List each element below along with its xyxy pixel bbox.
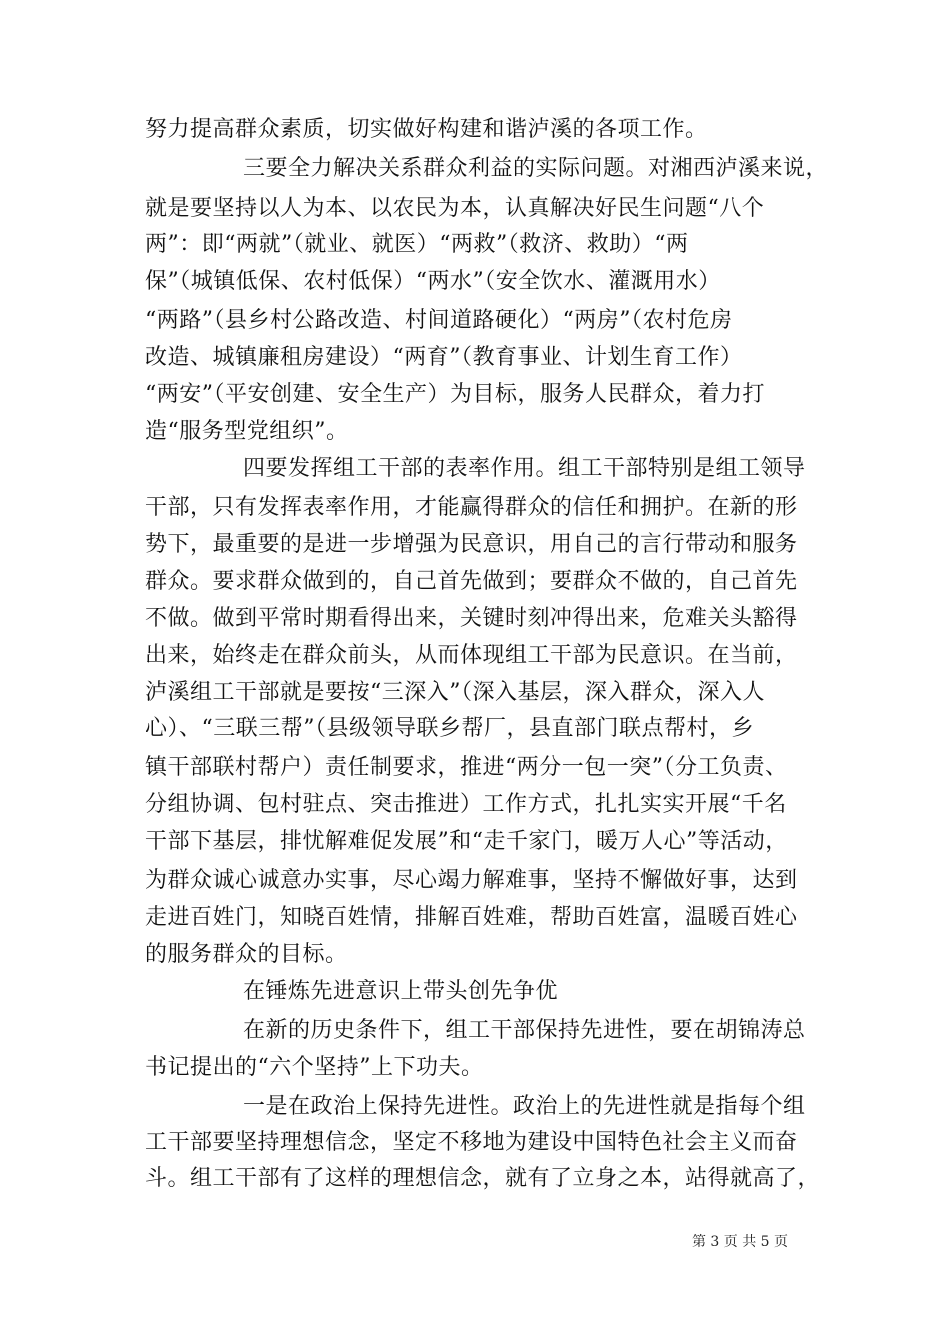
text-line: 一是在政治上保持先进性。政治上的先进性就是指每个组 <box>243 1094 806 1119</box>
text-line: 势下，最重要的是进一步增强为民意识，用自己的言行带动和服务 <box>145 532 798 557</box>
text-line: 泸溪组工干部就是要按“三深入”（深入基层，深入群众，深入人 <box>145 680 765 705</box>
text-line: 努力提高群众素质，切实做好构建和谐泸溪的各项工作。 <box>145 117 708 142</box>
page-number: 第 3 页 共 5 页 <box>691 1234 789 1250</box>
text-line: 走进百姓门，知晓百姓情，排解百姓难，帮助百姓富，温暖百姓心 <box>145 905 798 930</box>
page-footer <box>0 1233 950 1251</box>
text-line: 造“服务型党组织”。 <box>145 419 349 444</box>
text-line: 镇干部联村帮户）责任制要求，推进“两分一包一突”（分工负责、 <box>145 755 788 780</box>
text-line: “两路”（县乡村公路改造、村间道路硬化）“两房”（农村危房 <box>145 308 733 333</box>
text-line: 就是要坚持以人为本、以农民为本，认真解决好民生问题“八个 <box>145 196 765 221</box>
text-line: 在锤炼先进意识上带头创先争优 <box>243 979 559 1004</box>
text-line: 书记提出的“六个坚持”上下功夫。 <box>145 1055 484 1080</box>
text-line: 为群众诚心诚意办实事，尽心竭力解难事，坚持不懈做好事，达到 <box>145 868 798 893</box>
text-line: 在新的历史条件下，组工干部保持先进性，要在胡锦涛总 <box>243 1018 806 1043</box>
text-line: 心）、“三联三帮”（县级领导联乡帮厂，县直部门联点帮村，乡 <box>145 716 754 741</box>
text-line: 保”（城镇低保、农村低保）“两水”（安全饮水、灌溉用水） <box>145 269 721 294</box>
text-line: 四要发挥组工干部的表率作用。组工干部特别是组工领导 <box>243 456 806 481</box>
text-line: “两安”（平安创建、安全生产）为目标，服务人民群众，着力打 <box>145 382 765 407</box>
text-line: 群众。要求群众做到的，自己首先做到；要群众不做的，自己首先 <box>145 569 798 594</box>
text-line: 干部，只有发挥表率作用，才能赢得群众的信任和拥护。在新的形 <box>145 495 798 520</box>
text-line: 出来，始终走在群众前头，从而体现组工干部为民意识。在当前， <box>145 643 798 668</box>
text-line: 干部下基层，排忧解难促发展”和“走千家门，暖万人心”等活动， <box>145 829 788 854</box>
text-line: 三要全力解决关系群众利益的实际问题。对湘西泸溪来说， <box>243 156 829 181</box>
text-line: 两”：即“两就”（就业、就医）“两救”（救济、救助）“两 <box>145 232 689 257</box>
text-line: 的服务群众的目标。 <box>145 942 348 967</box>
text-line: 分组协调、包村驻点、突击推进）工作方式，扎扎实实开展“千名 <box>145 792 787 817</box>
text-line: 斗。组工干部有了这样的理想信念，就有了立身之本，站得就高了， <box>145 1166 821 1191</box>
text-line: 工干部要坚持理想信念，坚定不移地为建设中国特色社会主义而奋 <box>145 1130 798 1155</box>
text-line: 改造、城镇廉租房建设）“两育”（教育事业、计划生育工作） <box>145 345 743 370</box>
text-line: 不做。做到平常时期看得出来，关键时刻冲得出来，危难关头豁得 <box>145 606 798 631</box>
